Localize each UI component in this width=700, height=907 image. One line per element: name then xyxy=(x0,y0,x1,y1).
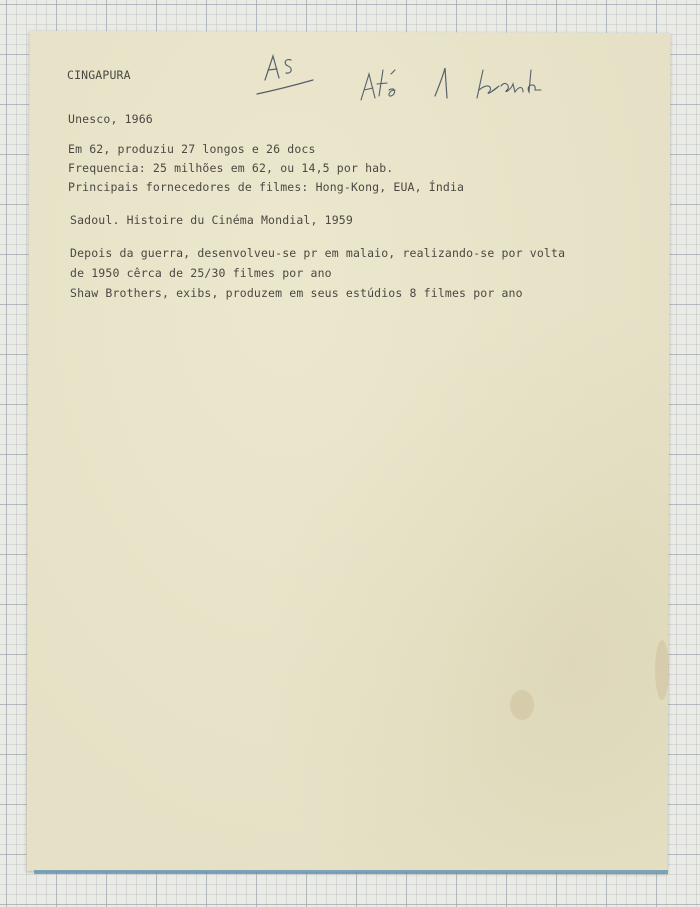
document-heading: CINGAPURA xyxy=(67,68,131,82)
text-line: Depois da guerra, desenvolveu-se pr em malaio, realizando-se por volta xyxy=(70,246,566,260)
paper-stain xyxy=(655,640,669,700)
handwritten-mark xyxy=(255,52,315,106)
source-line: Sadoul. Histoire du Cinéma Mondial, 1959 xyxy=(70,213,353,227)
paper-sheet xyxy=(27,31,671,873)
blue-underlay-edge xyxy=(34,870,668,874)
text-line: Frequencia: 25 milhões em 62, ou 14,5 por hab. xyxy=(68,161,394,175)
text-line: Em 62, produziu 27 longos e 26 docs xyxy=(68,142,316,156)
paper-stain xyxy=(510,690,534,720)
source-line: Unesco, 1966 xyxy=(68,112,153,126)
text-line: de 1950 cêrca de 25/30 filmes por ano xyxy=(70,266,332,280)
text-line: Shaw Brothers, exibs, produzem em seus estúdios 8 filmes por ano xyxy=(70,286,523,300)
text-line: Principais fornecedores de filmes: Hong-Kong, EUA, Índia xyxy=(68,180,465,194)
handwritten-note xyxy=(355,60,555,112)
